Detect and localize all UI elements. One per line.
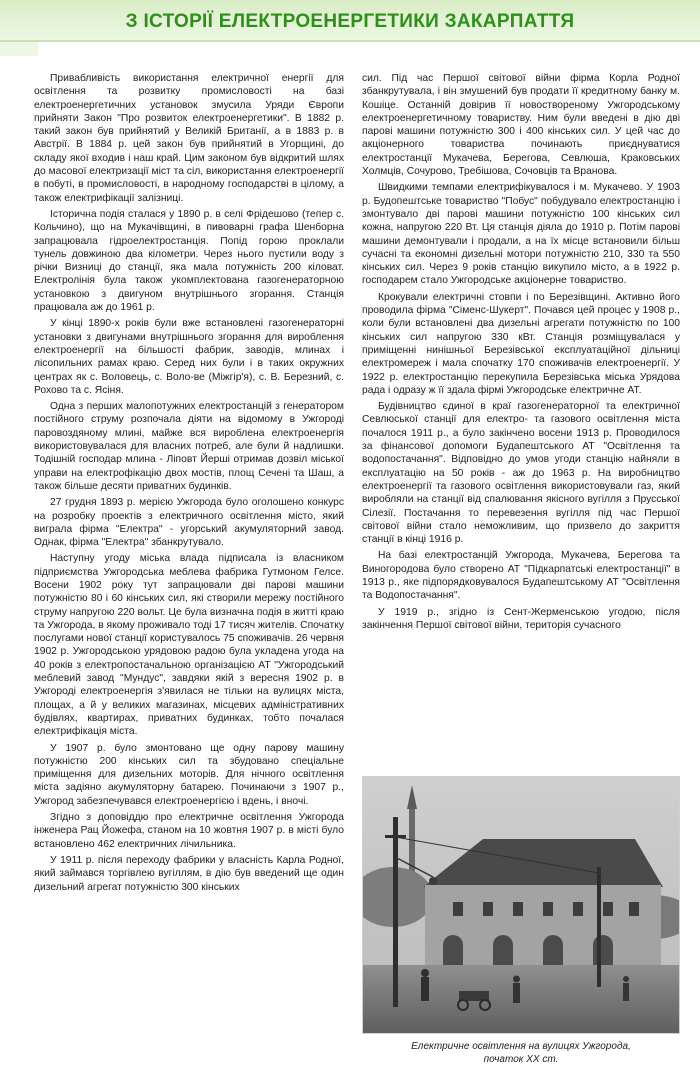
- paragraph-continued: сил. Під час Першої світової війни фірма Корла Родної збанкрутувала, і він змушений був продати її кредитному банку м. Кошіце. Останній довірив її новоствореному Ужгородському електроенергетичному товариству. Ним були введені в дію дві парові машини потужністю 300 і 400 кінських сил. У цей час до акціонерного товариства починають приєднуватися електростанції Мукачева, Берегова, Севлюша, Краковських Холмців, Сочурово, Требішова, Сочовців та Вранова.: [362, 73, 680, 178]
- paragraph: Згідно з доповіддю про електричне освітлення Ужгорода інженера Рац Йожефа, станом на 10 жовтня 1907 р. в місті було встановлено 462 електричних лічильника.: [34, 812, 344, 850]
- paragraph: Привабливість використання електричної енергії для освітлення та розвитку промисловості на базі електроенергетичних установок змусила Уряди Європи прийняти Закон "Про розвиток електроенергетики". В 1882 р. такий закон був прийнятий у Великій Британії, а в 1883 р. в Австрії. В 1884 р. цей закон був прийнятий в Угорщині, до складу якої входив і наш край. Цим законом був відкритий шлях до масової електризації міст та сіл, використання електроенергії в побуті, в промисловості, в народному господарстві в цілому, а також електрифікації залізниці.: [34, 73, 344, 204]
- paragraph: Одна з перших малопотужних електростанцій з генератором постійного струму розпочала діяти на відомому в Ужгороді паровоздяному млині, майже вся вироблена електроенергія використовувалася для власних потреб, але були й надлишки. Тодішній господар млина - Ліповт Йерші отримав дозвіл міської управи на електрофікацію двох мостів, площ Сечені та Шаш, а також більше десяти приватних будинків.: [34, 401, 344, 492]
- left-column: [34, 72, 344, 897]
- paragraph: У кінці 1890-х років були вже встановлені газогенераторні установки з двигунами внутрішнього згорання для вироблення електроенергії на більшості фабрик, заводів, млинах і лісопильних рамах краю. Серед них були і в таких окружних центрах як с. Воловець, с. Воло-ве (Міжгір'я), с. В. Березний, с. Рохово та с. Ясіня.: [34, 318, 344, 396]
- right-column: [362, 72, 680, 635]
- paragraph: Наступну угоду міська влада підписала із власником підприємства Ужгородська меблева фабрика Гутмоном Гелсе. Восени 1902 року тут запрацювали дві парові машини потужністю 80 і 60 кінських сил, які створили мережу постійного струму напругою 220 вольт. Це була визначна подія в житті краю та Ужгорода, в якому проживало тоді 17 тисяч жителів. Спочатку послугами нової станції користувалось 75 споживачів. 26 червня 1902 р. Ужгородською урядовою радою була укладена угода на 40 років з електропостачальною організацією АТ "Ужгородський меблевий завод "Мундус", завдяки якій з вересня 1902 р. в Ужгороді електроенергія з'явилася не тільки на вулицях міста, площах, а й у великих магазинах, місцевих адміністративних будівлях, квартирах, приватних будинках, тобто почалася електрифікація міста.: [34, 553, 344, 738]
- photo-caption: [362, 1040, 680, 1066]
- paragraph: У 1907 р. було змонтовано ще одну парову машину потужністю 200 кінських сил та збудовано спеціальне приміщення для дизельних моторів. Для нічного освітлення міста задіяно акумуляторну батарею. Починаючи з 1907 р., Ужгород забезпечувався електроенергією і вдень, і вночі.: [34, 742, 344, 807]
- page-title: З ІСТОРІЇ ЕЛЕКТРОЕНЕРГЕТИКИ ЗАКАРПАТТЯ: [125, 11, 575, 32]
- paragraph: Швидкими темпами електрифікувалося і м. Мукачево. У 1903 р. Будопештське товариство "Побус" побудувало електростанцію і змонтувало дві парові машини потужністю 100 кінських сил кожна, напругою 220 Вт. Ця станція діяла до 1910 р. Потім парові машини демонтували і продали, а на їх місце встановили більш сучасні та економні дизельні мотори потужністю 210, 330 та 550 кінських сил. Через 9 років станцію викупило місто, а в 1922 р. господарем стало Ужгородське акціонерне товариство.: [362, 182, 680, 287]
- paragraph: На базі електростанцій Ужгорода, Мукачева, Берегова та Виногородова було створено АТ "Підкарпатські електростанції" в 1913 р., яке підпорядковувалося Будапештському АТ "Освітлення та Водопостачання".: [362, 550, 680, 602]
- paragraph: У 1911 р. після переходу фабрики у власність Карла Родної, який займався торгівлею вугіллям, в дію був введений ще один дизельний агрегат потужністю 300 кінських: [34, 854, 344, 893]
- caption-line: початок XX ст.: [483, 1054, 559, 1065]
- paragraph: У 1919 р., згідно із Сент-Жерменською угодою, після закінчення Першої світової війни, територія сучасного: [362, 606, 680, 631]
- historic-street-photo: [362, 776, 680, 1034]
- paragraph: 27 грудня 1893 р. мерією Ужгорода було оголошено конкурс на розробку проектів з електричного освітлення місто, який виграла фірма "Електра" - угорський акумуляторний завод. Однак, фірма "Електра" збанкрутувало.: [34, 497, 344, 549]
- paragraph: Крокували електричні стовпи і по Березівщині. Активно його проводила фірма "Сіменс-Шукерт". Почався цей процес у 1908 р., коли були встановлені два дизельні агрегати потужністю по 100 кінських сил напругою 330 кВт. Станція розміщувалася у приміщенні нинішньої Березівської експлуатаційної дільниці електромереж і мала спочатку 170 споживачів електроенергії. У 1922 р. електростанцію перекупила Березівська міська Урядова рада і одразу ж її здала фірмі Ужгородське електричне АТ.: [362, 291, 680, 396]
- paragraph: Історична подія сталася у 1890 р. в селі Фрідешово (тепер с. Кольчино), що на Мукачівщині, в пивоварні графа Шенборна запрацювала гідроелектростанція. Попід горою проклали тунель довжиною два кілометри. Через нього пустили воду з річки Визниці до станції, яка мала потужність 200 кіловат. Електролінія була також укомплектована газогенераторною установкою з двигуном внутрішнього згорання. Станція працювала аж до 1961 р.: [34, 208, 344, 314]
- header-tab: [0, 42, 38, 56]
- historic-street-photo-icon: [363, 777, 680, 1034]
- paragraph: Будівництво єдиної в краї газогенераторної та електричної Севлюської станції для електро- та газового освітлення міста почалося 1911 р., а було закінчено восени 1913 р. Проводилося за фінансової допомоги Будапештського АТ "Освітлення та водопостачання". Відповідно до умов угоди станцію найняли в експлуатацію на 50 років - аж до 1963 р. На виробництво електроенергії та газового освітлення використовували газ, який виробляли на станції від спалювання якісного вугілля з Прусської Сілезії. Постачання то перевезення вугілля під час Першої світової війни стало неможливим, що призвело до закриття станції в кінці 1916 р.: [362, 401, 680, 546]
- page-header: [0, 0, 700, 56]
- caption-line: Електричне освітлення на вулицях Ужгорода,: [411, 1041, 631, 1052]
